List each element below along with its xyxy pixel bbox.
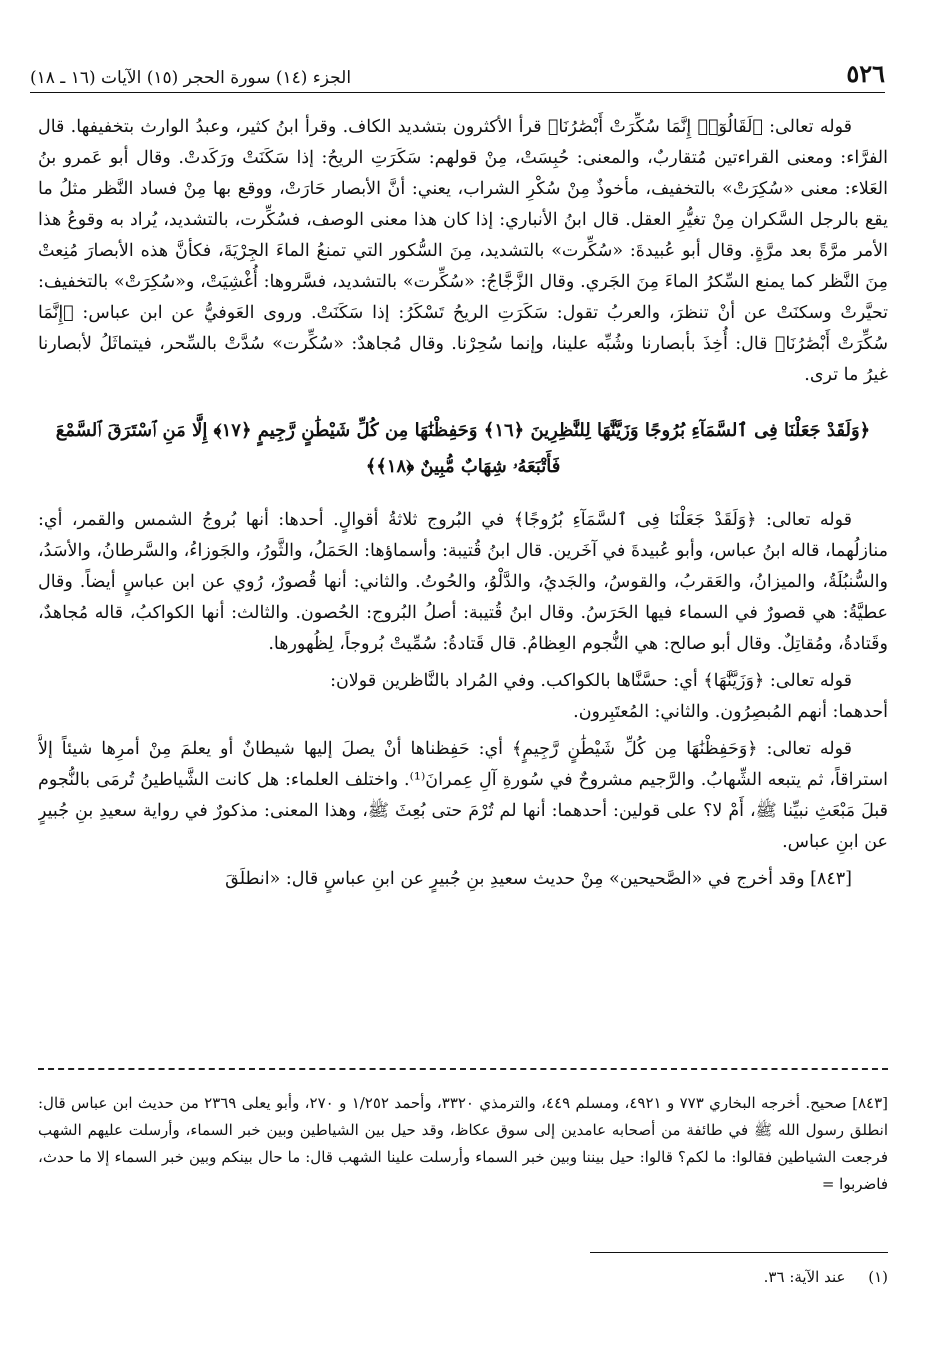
running-head bbox=[30, 58, 885, 88]
footnotes bbox=[38, 1090, 888, 1230]
footnote-1-text: عند الآية: ٣٦. bbox=[763, 1268, 846, 1286]
footnote-843: [٨٤٣] صحيح. أخرجه البخاري ٧٧٣ و ٤٩٢١، ومسلم ٤٤٩، والترمذي ٣٣٢٠، وأحمد ١/٢٥٢ و ٢٧٠، وأبو يعلى ٢٣٦٩ من حديث ابن عباس قال: انطلق رسول الله ﷺ في طائفة من أصحابه عامدين إلى سوق عكاظ، وقد حيل بين الشياطين وبين خبر السماء، وأرسلت عليهم الشهب فرجعت الشياطين فقالوا: ما لكم؟ قالوا: حيل بيننا وبين خبر السماء وأرسلت علينا الشهب قال: ما حال بينكم وبين خبر السماء إلا ما حدث، فاضربوا = bbox=[38, 1094, 888, 1193]
footnote-marker: (١) bbox=[868, 1268, 888, 1286]
header-rule bbox=[30, 92, 885, 93]
paragraph-sukkirat: قوله تعالى: ﴿لَقَالُوٓا۟ إِنَّمَا سُكِّرَتْ أَبْصَٰرُنَا﴾ قرأ الأكثرون بتشديد الكاف. وقرأ ابنُ كثير، وعبدُ الوارث بتخفيفها. قال الفرَّاء: ومعنى القراءتين مُتقاربٌ، والمعنى: حُبِسَتْ، مِنْ قولهم: سَكَرَتِ الريحُ: إذا سَكَنَتْ ورَكَدتْ. وقال أبو عَمرو بنُ العَلاء: معنى «سُكِرَتْ» بالتخفيف، مأخوذٌ مِنْ سُكْرِ الشراب، يعني: أنَّ الأبصار حَارَتْ، ووقع بها مِنْ فساد النَّظر مثلُ ما يقع بالرجل السَّكران مِنْ تغيُّرِ العقل. قال ابنُ الأنباري: إذا كان هذا معنى الوصف، فسُكِّرت، بالتشديد، يُراد به وقوعُ هذا الأمر مرَّةً بعد مرَّةٍ. وقال أبو عُبيدةَ: «سُكِّرت» بالتشديد، مِنَ السُّكور التي تمنعُ الماءَ الجِرْيَةَ، فكأنَّ هذه الأبصارَ مُنِعتْ مِنَ النَّظر كما يمنع السِّكرُ الماءَ مِنَ الجَري. وقال الزَّجَّاجُ: «سُكِّرت» بالتشديد، فسَّروها: أُغْشِيَتْ، و«سُكِرَتْ» بالتخفيف: تحيَّرتْ وسكنَتْ عن أنْ تنظرَ، والعربُ تقول: سَكَرَتِ الريحُ تَسْكَرُ: إذا سَكَنَتْ. وروى العَوفيُّ عن ابن عباس: ﴿إِنَّمَا سُكِّرَتْ أَبْصَٰرُنَا﴾ قال: أُخِذَ بأبصارنا وشُبِّه علينا، وإنما سُحِرْنا. وقال مُجاهدٌ: «سُكِّرت» سُدَّتْ بالسِّحر، فيتماثَلُ لأبصارنا غيرُ ما ترى. bbox=[38, 117, 888, 385]
footnote-rule bbox=[590, 1252, 888, 1253]
page-number: ٥٢٦ bbox=[846, 59, 885, 88]
main-text bbox=[38, 112, 888, 1057]
paragraph-buruj: قوله تعالى: ﴿وَلَقَدْ جَعَلْنَا فِى ٱلسَّمَآءِ بُرُوجًا﴾ في البُروج ثلاثةُ أقوالٍ. أحدها: أنها بُروجُ الشمس والقمر، أي: منازلُهما، قاله ابنُ عباس، وأبو عُبيدةَ في آخَرين. قال ابنُ قُتيبة: وأسماؤها: الحَمَلُ، والثَّورُ، والجَوزاءُ، والسَّرطانُ، والأسَدُ، والسُّنبُلَةُ، والميزانُ، والعَقربُ، والقوسُ، والجَديُ، والدَّلْوُ، والحُوتُ. والثاني: أنها قُصورٌ، رُوي عن ابن عباسٍ أيضاً. وقال عطيَّةُ: هي قصورٌ في السماء فيها الحَرَسُ. وقال ابنُ قُتيبة: أصلُ البُروج: الحُصون. والثالث: أنها الكواكبُ، قاله مُجاهدٌ، وقَتادةُ، ومُقاتِلٌ. وقال أبو صالح: هي النُّجوم العِظامُ. قال قَتادةُ: سُمِّيتْ بُروجاً، لِظُهورها. bbox=[38, 510, 888, 654]
paragraph-zayyannaha: قوله تعالى: ﴿وَزَيَّنَّٰهَا﴾ أي: حسَّنَّاها بالكواكب. وفي المُراد بالنَّاظرين قولان: bbox=[330, 671, 852, 691]
paragraph-two-views: أحدهما: أنهم المُبصِرُون. والثاني: المُعتَبِرون. bbox=[573, 702, 888, 722]
paragraph-hafiznaha: قوله تعالى: ﴿وَحَفِظْنَٰهَا مِن كُلِّ شَيْطَٰنٍ رَّجِيمٍ﴾ أي: حَفِظناها أنْ يصلَ إليها شيطانٌ أو يعلمَ مِنْ أمرِها شيئاً إلاَّ استراقاً، ثم يتبعه الشِّهابُ. والرَّجيم مشروحٌ في سُورةِ آلِ عِمرانَ⁽¹⁾. واختلف العلماء: هل كانت الشَّياطينُ تُرمَى بالنُّجوم قبلَ مَبْعَثِ نبيِّنا ﷺ، أَمْ لا؟ على قولين: أحدهما: أنها لم تُرْمَ حتى بُعِثَ ﷺ، وهذا المعنى: مذكورٌ في رواية سعيدِ بنِ جُبيرٍ عن ابنِ عباس. bbox=[38, 739, 888, 852]
paragraph-hadith-843: [٨٤٣] وقد أخرج في «الصَّحيحين» مِنْ حديث سعيدِ بنِ جُبيرٍ عن ابنِ عباسٍ قال: «انطلَقَ bbox=[225, 869, 852, 889]
footnote-separator bbox=[38, 1068, 888, 1070]
header-title: الجزء (١٤) سورة الحجر (١٥) الآيات (١٦ ـ ١٨) bbox=[30, 68, 352, 88]
footnote-1 bbox=[590, 1264, 888, 1290]
quran-verse-block: ﴿وَلَقَدْ جَعَلْنَا فِى ٱلسَّمَآءِ بُرُوجًا وَزَيَّنَّٰهَا لِلنَّٰظِرِينَ ﴿١٦﴾ وَحَفِظْنَٰهَا مِن كُلِّ شَيْطَٰنٍ رَّجِيمٍ ﴿١٧﴾ إِلَّا مَنِ ٱسْتَرَقَ ٱلسَّمْعَ فَأَتْبَعَهُۥ شِهَابٌ مُّبِينٌ ﴿١٨﴾﴾ bbox=[55, 420, 871, 477]
